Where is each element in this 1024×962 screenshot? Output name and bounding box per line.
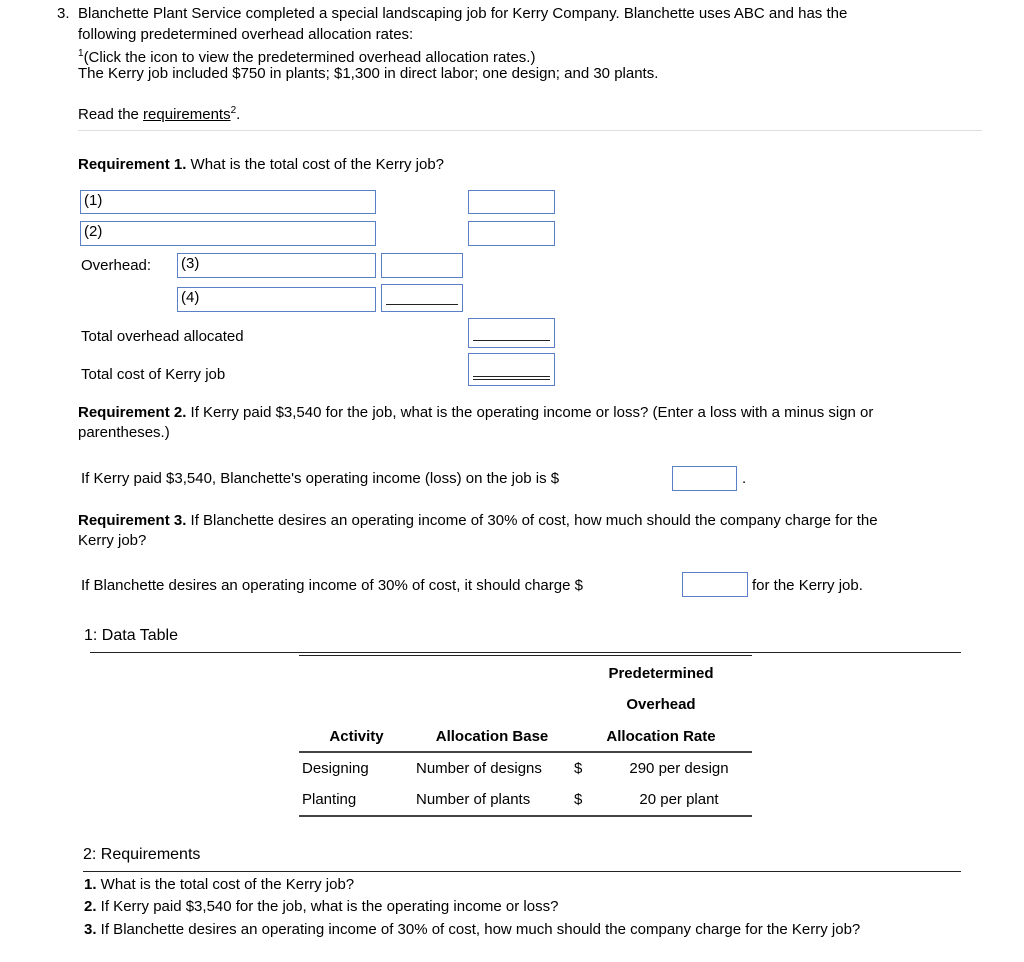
header-rule — [299, 751, 752, 753]
total-cost-label: Total cost of Kerry job — [81, 366, 226, 383]
header-rate-2: Overhead — [626, 696, 696, 713]
row-base: Number of designs — [416, 760, 542, 777]
req2-sentence: If Kerry paid $3,540, Blanchette's operating income (loss) on the job is $ — [81, 470, 560, 487]
header-base: Allocation Base — [435, 728, 549, 745]
data-table-divider — [90, 652, 961, 653]
req3-suffix: for the Kerry job. — [752, 577, 863, 594]
footnote-marker: 1 — [78, 48, 84, 59]
req1-text: What is the total cost of the Kerry job? — [186, 156, 444, 173]
requirement-item — [84, 897, 558, 917]
req2-text: If Kerry paid $3,540 for the job, what is the operating income or loss? (Enter a loss with a minus sign or — [186, 404, 874, 421]
read-requirements — [78, 101, 240, 125]
row-rate: 290 per design — [629, 760, 729, 777]
row2-amount-input[interactable] — [468, 221, 555, 246]
data-table-title: 1: Data Table — [84, 627, 178, 644]
click-icon-text: (Click the icon to view the predetermined overhead allocation rates.) — [83, 49, 536, 66]
item-text: What is the total cost of the Kerry job? — [96, 876, 355, 893]
item-number: 3. — [84, 921, 97, 938]
row3-amount-input[interactable] — [381, 253, 463, 278]
read-prefix: Read the — [78, 106, 144, 123]
row-base: Number of plants — [416, 791, 531, 808]
header-activity: Activity — [329, 728, 384, 745]
req3-label: Requirement 3. — [78, 512, 187, 529]
requirement-item — [84, 875, 354, 895]
req2-heading — [78, 403, 873, 423]
total-cost-input[interactable] — [468, 353, 555, 386]
divider — [78, 130, 982, 131]
table-top-rule — [299, 655, 752, 656]
row-activity: Planting — [302, 791, 357, 808]
req1-label: Requirement 1. — [78, 156, 187, 173]
question-number: 3. — [57, 5, 70, 22]
row3-label-input[interactable]: (3) — [177, 253, 376, 278]
req1-heading — [78, 155, 444, 175]
overhead-label: Overhead: — [81, 257, 152, 274]
row-rate: 20 per plant — [639, 791, 719, 808]
row-currency: $ — [574, 791, 583, 808]
requirements-marker: 2 — [230, 105, 237, 116]
row-activity: Designing — [302, 760, 369, 777]
requirements-divider — [83, 871, 961, 872]
table-bottom-rule — [299, 815, 752, 817]
item-text: If Kerry paid $3,540 for the job, what is the operating income or loss? — [96, 898, 559, 915]
req2-label: Requirement 2. — [78, 404, 187, 421]
requirement-item — [84, 920, 860, 940]
total-overhead-input[interactable] — [468, 318, 555, 348]
row2-label-input[interactable]: (2) — [80, 221, 376, 246]
req2-suffix: . — [742, 470, 747, 487]
charge-input[interactable] — [682, 572, 748, 597]
requirements-title: 2: Requirements — [83, 846, 201, 863]
row1-label-input[interactable]: (1) — [80, 190, 376, 214]
header-rate-3: Allocation Rate — [606, 728, 716, 745]
read-suffix: . — [236, 106, 241, 123]
header-rate-1: Predetermined — [608, 665, 714, 682]
req3-text: If Blanchette desires an operating income of 30% of cost, how much should the company charge for the — [186, 512, 878, 529]
total-overhead-label: Total overhead allocated — [81, 328, 244, 345]
question-text-4: The Kerry job included $750 in plants; $1,300 in direct labor; one design; and 30 plants. — [78, 65, 659, 82]
req3-heading — [78, 511, 878, 531]
req2-text-2: parentheses.) — [78, 424, 170, 441]
req3-text-2: Kerry job? — [78, 532, 147, 549]
requirements-link[interactable]: requirements — [143, 106, 231, 123]
question-text-2: following predetermined overhead allocation rates: — [78, 26, 414, 43]
row4-amount-input[interactable] — [381, 284, 463, 312]
operating-income-input[interactable] — [672, 466, 737, 491]
row4-label-input[interactable]: (4) — [177, 287, 376, 312]
question-text-1: Blanchette Plant Service completed a special landscaping job for Kerry Company. Blanchette uses ABC and has the — [78, 5, 848, 22]
req3-sentence: If Blanchette desires an operating income of 30% of cost, it should charge $ — [81, 577, 583, 594]
row-currency: $ — [574, 760, 583, 777]
item-number: 1. — [84, 876, 97, 893]
item-text: If Blanchette desires an operating income of 30% of cost, how much should the company charge for the Kerry job? — [96, 921, 861, 938]
item-number: 2. — [84, 898, 97, 915]
row1-amount-input[interactable] — [468, 190, 555, 214]
